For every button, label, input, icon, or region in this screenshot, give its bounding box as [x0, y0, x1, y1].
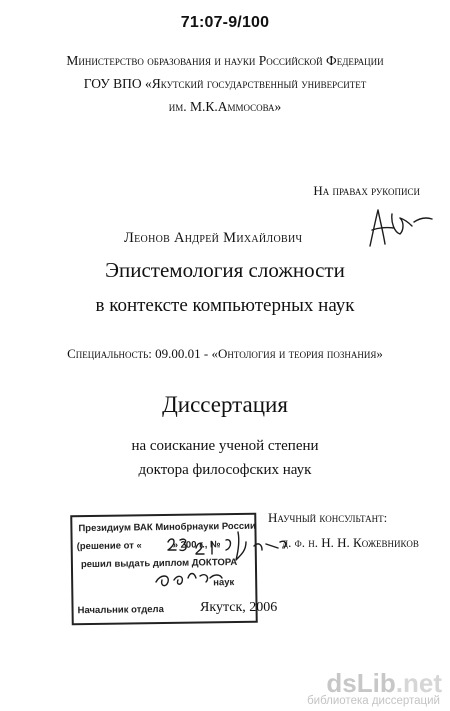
archive-code: 71:07-9/100	[180, 14, 270, 31]
stamp-line-2-prefix: (решение от «	[76, 540, 142, 553]
document-type: Диссертация	[162, 392, 288, 417]
stamp-line-3: решил выдать диплом ДОКТОРА	[80, 556, 238, 571]
dslib-caption: библиотека диссертаций	[307, 695, 440, 707]
degree-line-1: на соискание ученой степени	[131, 438, 319, 454]
logo-tld: .net	[395, 668, 442, 698]
stamp-line-2-suffix: » 200 г., №	[172, 539, 221, 551]
dissertation-title-line-2: в контексте компьютерных наук	[95, 295, 355, 316]
rights-notice: На правах рукописи	[313, 183, 420, 198]
author-name: Леонов Андрей Михайлович	[124, 230, 303, 246]
degree-line-2: доктора философских наук	[138, 462, 312, 478]
stamp-line-4: наук	[213, 577, 235, 589]
organization-line-2: ГОУ ВПО «Якутский государственный университет	[83, 76, 367, 91]
author-signature	[364, 206, 436, 250]
dissertation-title-line-1: Эпистемология сложности	[105, 258, 345, 282]
organization-line-3: им. М.К.Аммосова»	[168, 99, 282, 114]
consultant-name: д. ф. н. Н. Н. Кожевников	[282, 535, 419, 550]
stamp-line-1: Президиум ВАК Минобрнауки России	[78, 520, 256, 535]
logo-main: dsLib	[326, 668, 396, 698]
consultant-label: Научный консультант:	[268, 510, 388, 525]
specialty-line: Специальность: 09.00.01 - «Онтология и теория познания»	[67, 346, 383, 361]
stamp-line-5: Начальник отдела	[77, 604, 164, 617]
place-and-year: Якутск, 2006	[200, 600, 278, 615]
organization-line-1: Министерство образования и науки Российской Федерации	[66, 53, 384, 68]
